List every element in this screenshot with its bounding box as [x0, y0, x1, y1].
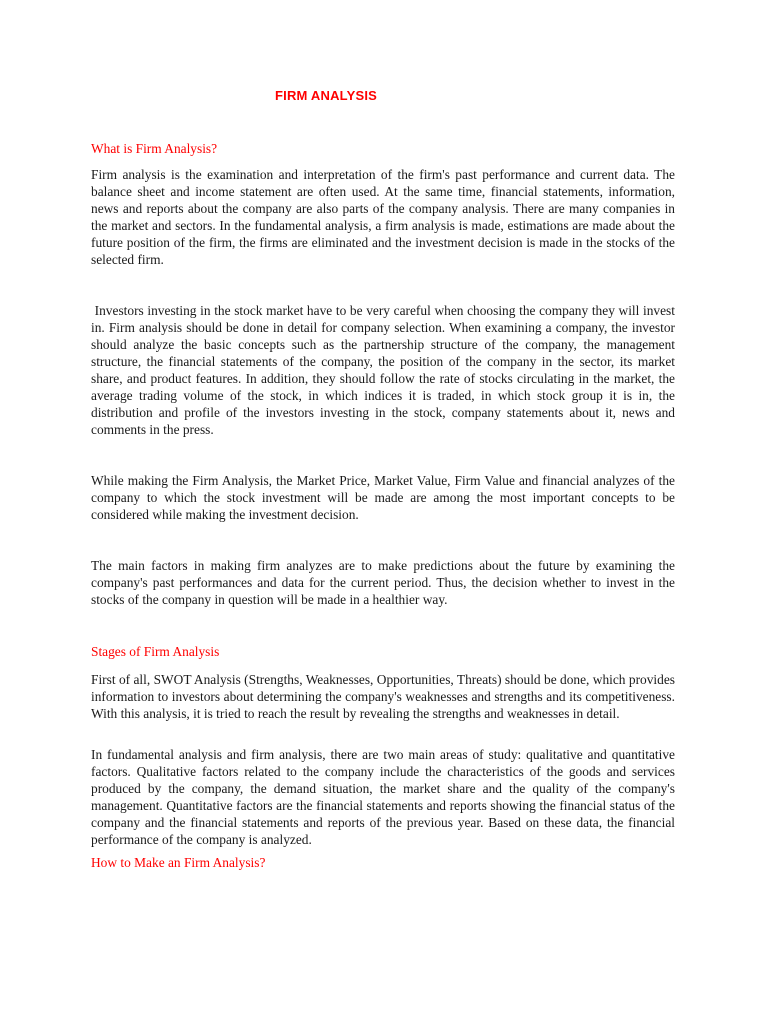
paragraph-firm-analysis-definition: Firm analysis is the examination and interpretation of the firm's past performance and current data. The balance sheet and income statement are often used. At the same time, financial statements, information, news and reports about the company are also parts of the company analysis. There are many companies in the market and sectors. In the fundamental analysis, a firm analysis is made, estimations are made about the future position of the firm, the firms are eliminated and the investment decision is made in the stocks of the selected firm. [91, 167, 679, 267]
heading-what-is-firm-analysis: What is Firm Analysis? [91, 141, 218, 156]
paragraph-qualitative-quantitative: In fundamental analysis and firm analysis, there are two main areas of study: qualitative and quantitative factors. Qualitative factors related to the company include the characteristics of the goods and services produced by the company, the demand situation, the market share and the quality of the company's management. Quantitative factors are the financial statements and reports showing the financial status of the company and the financial statements and reports of the previous year. Based on these data, the financial performance of the company is analyzed. [91, 747, 679, 847]
paragraph-main-factors: The main factors in making firm analyzes are to make predictions about the future by examining the company's past performances and data for the current period. Thus, the decision whether to invest in the stocks of the company in question will be made in a healthier way. [91, 558, 679, 607]
paragraph-swot-analysis: First of all, SWOT Analysis (Strengths, Weaknesses, Opportunities, Threats) should be done, which provides information to investors about determining the company's weaknesses and strengths and its competitiveness. With this analysis, it is tried to reach the result by revealing the strengths and weaknesses in detail. [91, 672, 679, 721]
paragraph-investors-careful: Investors investing in the stock market have to be very careful when choosing the company they will invest in. Firm analysis should be done in detail for company selection. When examining a company, the investor should analyze the basic concepts such as the partnership structure of the company, the management structure, the financial statements of the company, the position of the company in the sector, its market share, and product features. In addition, they should follow the rate of stocks circulating in the market, the average trading volume of the stock, in which indices it is traded, in which stock group it is in, the distribution and profile of the investors investing in the stock, company statements about it, news and comments in the press. [91, 303, 679, 437]
document-title: FIRM ANALYSIS [275, 88, 378, 103]
heading-how-to-make-firm-analysis: How to Make an Firm Analysis? [91, 855, 266, 870]
paragraph-market-price-concepts: While making the Firm Analysis, the Market Price, Market Value, Firm Value and financial analyzes of the company to which the stock investment will be made are among the most important concepts to be considered while making the investment decision. [91, 473, 679, 522]
heading-stages-of-firm-analysis: Stages of Firm Analysis [91, 644, 220, 659]
